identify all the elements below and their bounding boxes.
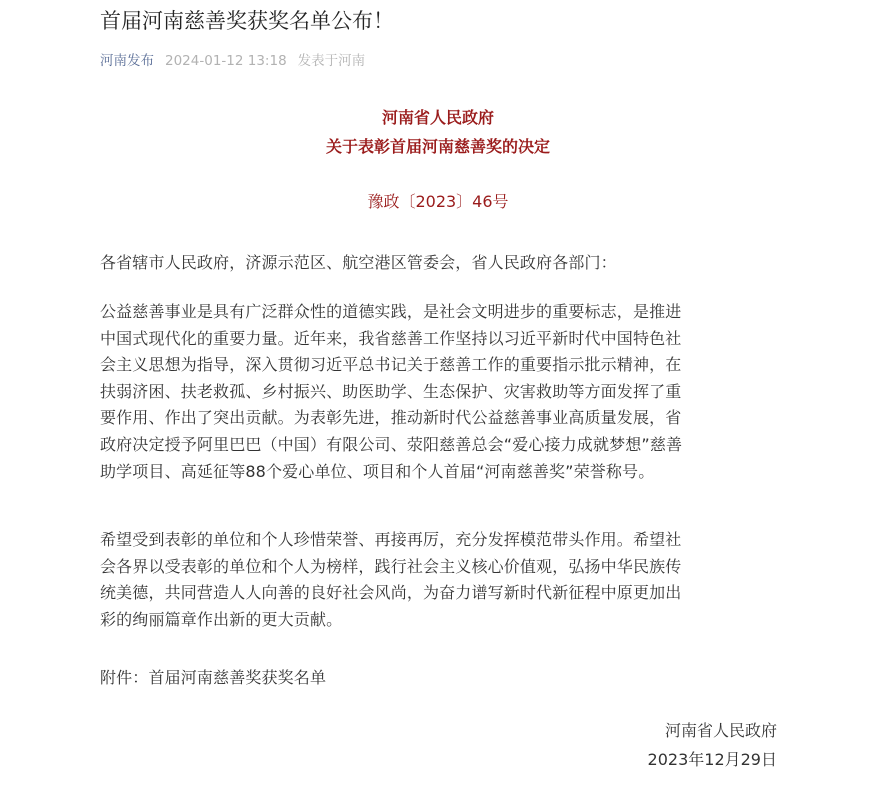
paragraph-line: 公益慈善事业是具有广泛群众性的道德实践，是社会文明进步的重要标志，是推进 [100, 302, 682, 321]
paragraph-line: 彩的绚丽篇章作出新的更大贡献。 [100, 609, 343, 629]
paragraph-line: 中国式现代化的重要力量。近年来，我省慈善工作坚持以习近平新时代中国特色社 [100, 328, 682, 348]
salutation [100, 250, 780, 277]
doc-number: 豫政〔2023〕46号 [367, 192, 509, 211]
paragraph-line: 要作用、作出了突出贡献。为表彰先进，推动新时代公益慈善事业高质量发展，省 [100, 408, 682, 428]
account-name-link[interactable]: 河南发布 [100, 53, 154, 69]
article-meta [100, 52, 365, 70]
signature-date: 2023年12月29日 [647, 750, 777, 769]
paragraph-line: 统美德，共同营造人人向善的良好社会风尚，为奋力谱写新时代新征程中原更加出 [100, 583, 682, 603]
paragraph-line: 扶弱济困、扶老救孤、乡村振兴、助医助学、生态保护、灾害救助等方面发挥了重 [100, 381, 682, 401]
article-title: 首届河南慈善奖获奖名单公布！ [100, 9, 394, 33]
publish-location: 发表于河南 [297, 53, 366, 69]
attachment-text: 附件：首届河南慈善奖获奖名单 [100, 668, 327, 687]
publish-datetime: 2024-01-12 13:18 [165, 53, 287, 69]
salutation-text: 各省辖市人民政府，济源示范区、航空港区管委会，省人民政府各部门： [100, 253, 617, 272]
doc-subject: 关于表彰首届河南慈善奖的决定 [325, 137, 550, 156]
paragraph-line: 政府决定授予阿里巴巴（中国）有限公司、荥阳慈善总会“爱心接力成就梦想”慈善 [100, 434, 683, 454]
doc-issuer: 河南省人民政府 [381, 108, 494, 127]
paragraph-line: 会主义思想为指导，深入贯彻习近平总书记关于慈善工作的重要指示批示精神，在 [100, 355, 682, 375]
paragraph-2 [100, 527, 780, 633]
paragraph-line: 希望受到表彰的单位和个人珍惜荣誉、再接再厉，充分发挥模范带头作用。希望社 [100, 530, 682, 549]
signature-org: 河南省人民政府 [664, 721, 777, 740]
paragraph-line: 会各界以受表彰的单位和个人为榜样，践行社会主义核心价值观，弘扬中华民族传 [100, 556, 682, 576]
paragraph-1 [100, 299, 780, 485]
paragraph-line: 助学项目、高延征等88个爱心单位、项目和个人首届“河南慈善奖”荣誉称号。 [100, 461, 655, 481]
attachment-note [100, 665, 780, 692]
